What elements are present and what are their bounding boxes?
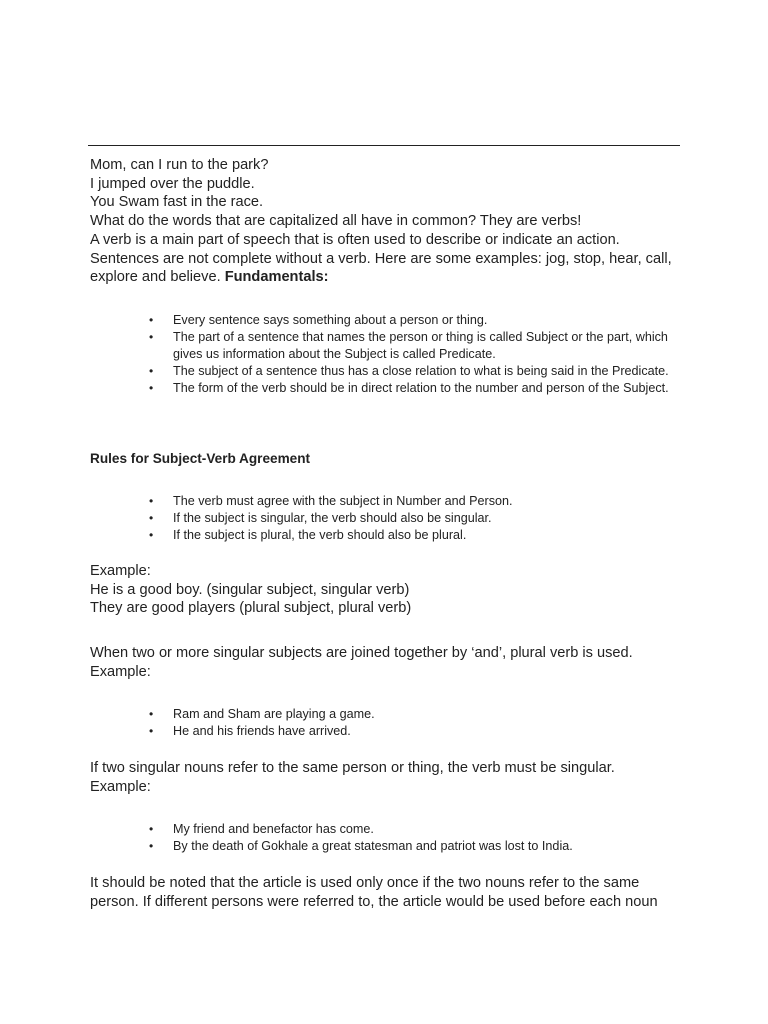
list-item: • The subject of a sentence thus has a close relation to what is being said in the Predicate. xyxy=(90,363,682,380)
intro-line-6-text: Sentences are not complete without a verb. Here are some examples: jog, stop, hear, call, explore and believe. xyxy=(90,250,672,286)
example-block xyxy=(90,562,682,618)
rule-same-person-text: If two singular nouns refer to the same person or thing, the verb must be singular. xyxy=(90,760,615,776)
rule-and-examples-block xyxy=(90,706,682,740)
intro-line-5: A verb is a main part of speech that is often used to describe or indicate an action. xyxy=(90,231,620,248)
list-item: • If the subject is singular, the verb should also be singular. xyxy=(90,510,682,527)
list-item: • The form of the verb should be in direct relation to the number and person of the Subject. xyxy=(90,380,682,397)
fundamentals-list-block xyxy=(90,312,682,397)
list-item: • If the subject is plural, the verb should also be plural. xyxy=(90,527,682,544)
intro-section xyxy=(90,156,682,287)
list-item: • My friend and benefactor has come. xyxy=(90,821,682,838)
list-item: • Ram and Sham are playing a game. xyxy=(90,706,682,723)
fundamentals-list xyxy=(90,312,682,397)
rule-same-person-example-label: Example: xyxy=(90,778,151,795)
rule-same-person-block xyxy=(90,759,682,796)
example-line-1: He is a good boy. (singular subject, singular verb) xyxy=(90,581,410,598)
closing-block xyxy=(90,874,682,911)
intro-line-2: I jumped over the puddle. xyxy=(90,175,255,192)
rule-same-person-examples-block xyxy=(90,821,682,855)
example-label: Example: xyxy=(90,563,151,579)
rules-heading-block xyxy=(90,451,682,466)
example-line-2: They are good players (plural subject, plural verb) xyxy=(90,600,412,617)
rule-and-text: When two or more singular subjects are joined together by ‘and’, plural verb is used. xyxy=(90,645,633,661)
list-item: • By the death of Gokhale a great statesman and patriot was lost to India. xyxy=(90,838,682,855)
list-item: • Every sentence says something about a person or thing. xyxy=(90,312,682,329)
rules-heading: Rules for Subject-Verb Agreement xyxy=(90,451,311,466)
rules-list xyxy=(90,493,682,544)
rule-and-examples xyxy=(90,706,682,740)
intro-line-3: You Swam fast in the race. xyxy=(90,194,264,211)
list-item: • The part of a sentence that names the person or thing is called Subject or the part, which gives us information about the Subject is called Predicate. xyxy=(90,329,682,363)
rule-and-block xyxy=(90,644,682,681)
list-item: • The verb must agree with the subject in Number and Person. xyxy=(90,493,682,510)
closing-paragraph: It should be noted that the article is used only once if the two nouns refer to the same person. If different persons were referred to, the article would be used before each noun xyxy=(90,875,658,910)
rules-list-block xyxy=(90,493,682,544)
fundamentals-label: Fundamentals: xyxy=(224,269,329,286)
intro-line-4: What do the words that are capitalized all have in common? They are verbs! xyxy=(90,213,582,230)
intro-line-1: Mom, can I run to the park? xyxy=(90,157,269,173)
horizontal-rule xyxy=(88,145,680,146)
list-item: • He and his friends have arrived. xyxy=(90,723,682,740)
rule-same-person-examples xyxy=(90,821,682,855)
rule-and-example-label: Example: xyxy=(90,663,151,680)
intro-line-6 xyxy=(90,250,682,287)
